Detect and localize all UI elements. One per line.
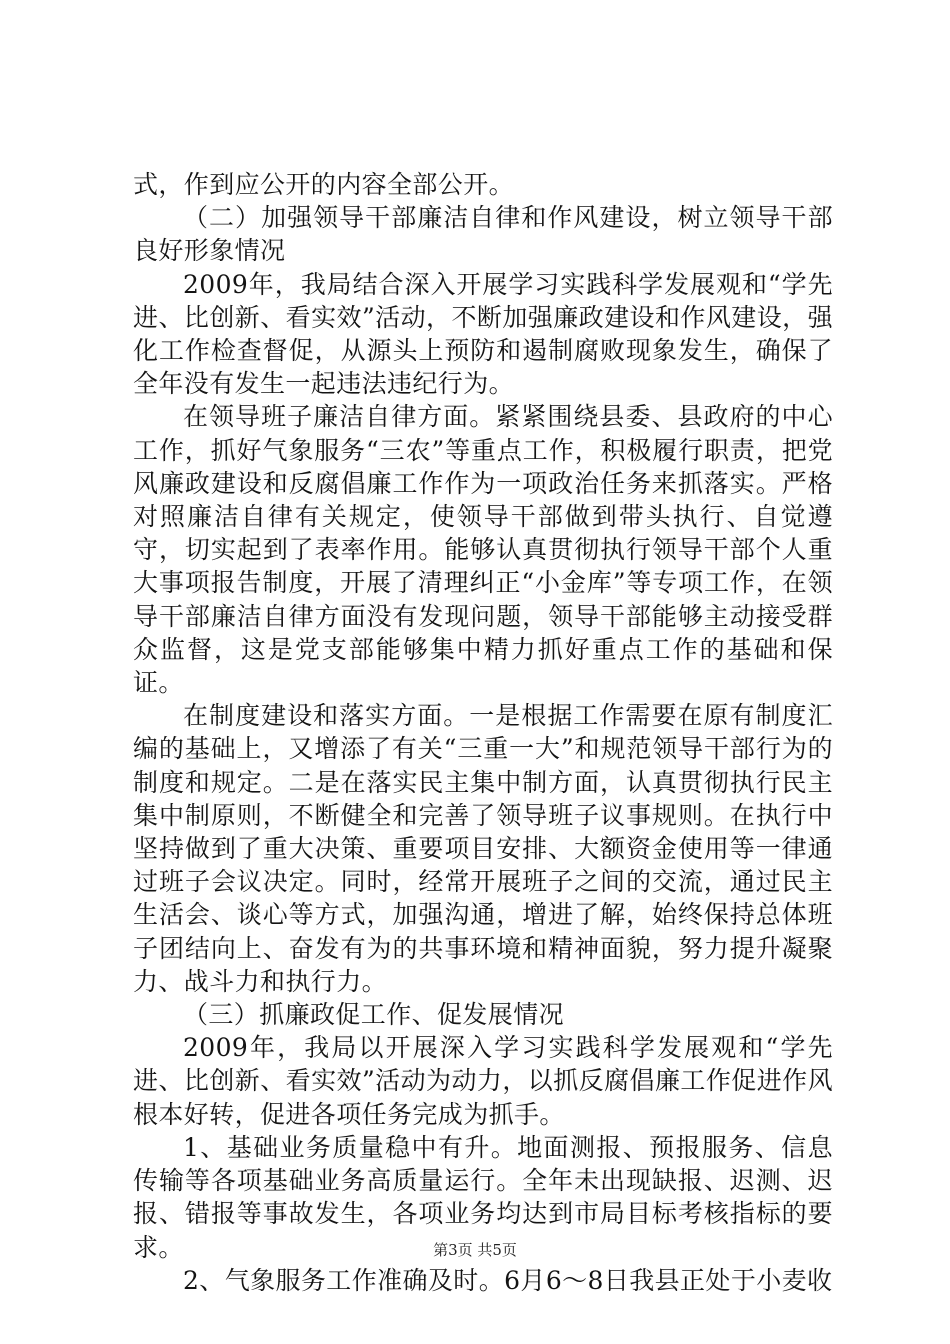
page-number: 第3页 共5页 bbox=[433, 1241, 517, 1259]
paragraph: 2009年，我局以开展深入学习实践科学发展观和“学先进、比创新、看实效”活动为动力，以抓反腐倡廉工作促进作风根本好转，促进各项任务完成为抓手。 bbox=[133, 1033, 833, 1129]
paragraph: 在领导班子廉洁自律方面。紧紧围绕县委、县政府的中心工作，抓好气象服务“三农”等重点工作，积极履行职责，把党风廉政建设和反腐倡廉工作作为一项政治任务来抓落实。严格对照廉洁自律有关规定，使领导干部做到带头执行、自觉遵守，切实起到了表率作用。能够认真贯彻执行领导干部个人重大事项报告制度，开展了清理纠正“小金库”等专项工作，在领导干部廉洁自律方面没有发现问题，领导干部能够主动接受群众监督，这是党支部能够集中精力抓好重点工作的基础和保证。 bbox=[133, 402, 833, 698]
section-heading-3: （三）抓廉政促工作、促发展情况 bbox=[183, 1000, 565, 1030]
list-item: 1、基础业务质量稳中有升。地面测报、预报服务、信息传输等各项基础业务高质量运行。全年未出现缺报、迟测、迟报、错报等事故发生，各项业务均达到市局目标考核指标的要求。 bbox=[133, 1132, 833, 1262]
paragraph: 在制度建设和落实方面。一是根据工作需要在原有制度汇编的基础上，又增添了有关“三重一大”和规范领导干部行为的制度和规定。二是在落实民主集中制方面，认真贯彻执行民主集中制原则，不断健全和完善了领导班子议事规则。在执行中坚持做到了重大决策、重要项目安排、大额资金使用等一律通过班子会议决定。同时，经常开展班子之间的交流，通过民主生活会、谈心等方式，加强沟通，增进了解，始终保持总体班子团结向上、奋发有为的共事环境和精神面貌，努力提升凝聚力、战斗力和执行力。 bbox=[133, 701, 833, 996]
section-heading-2: （二）加强领导干部廉洁自律和作风建设，树立领导干部良好形象情况 bbox=[133, 203, 833, 266]
list-item: 2、气象服务工作准确及时。6月6～8日我县正处于小麦收 bbox=[183, 1265, 833, 1295]
document-body bbox=[133, 168, 833, 1297]
paragraph: 2009年，我局结合深入开展学习实践科学发展观和“学先进、比创新、看实效”活动，不断加强廉政建设和作风建设，强化工作检查督促，从源头上预防和遏制腐败现象发生，确保了全年没有发生一起违法违纪行为。 bbox=[133, 269, 833, 399]
paragraph-continuation: 式，作到应公开的内容全部公开。 bbox=[133, 170, 515, 199]
